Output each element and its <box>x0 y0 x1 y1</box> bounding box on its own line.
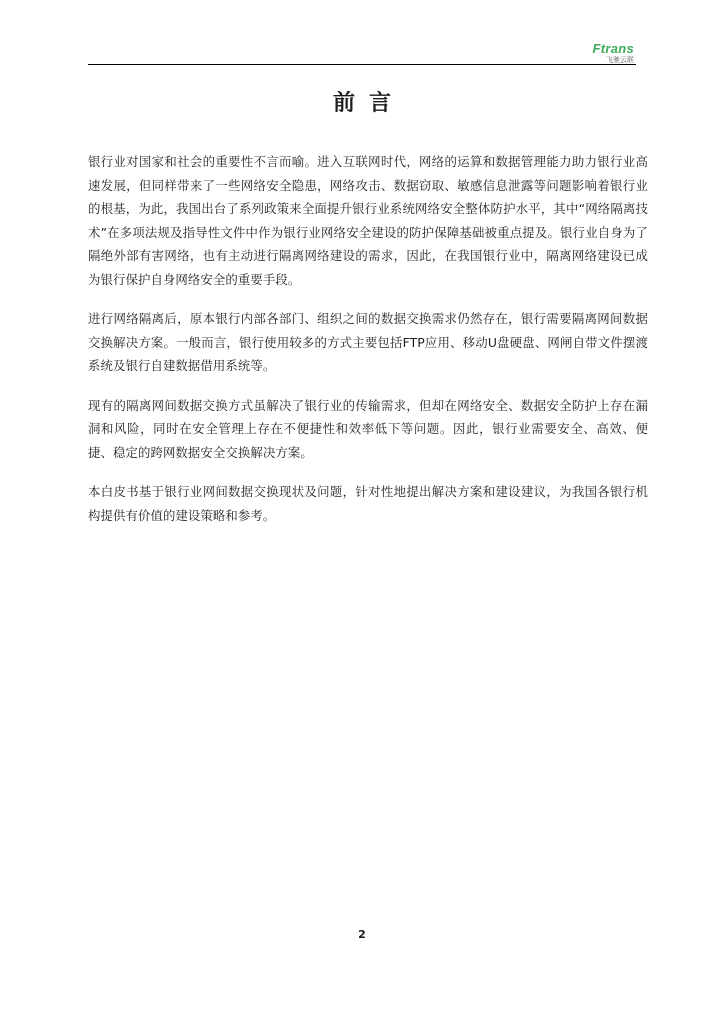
paragraph-2: 进行网络隔离后，原本银行内部各部门、组织之间的数据交换需求仍然存在，银行需要隔离网间数据交换解决方案。一般而言，银行使用较多的方式主要包括FTP应用、移动U盘硬盘、网闸自带文件摆渡系统及银行自建数据借用系统等。 <box>88 311 648 373</box>
page-title: 前言 <box>332 91 405 116</box>
paragraph-3: 现有的隔离网间数据交换方式虽解决了银行业的传输需求，但却在网络安全、数据安全防护上存在漏洞和风险，同时在安全管理上存在不便捷性和效率低下等问题。因此，银行业需要安全、高效、便捷、稳定的跨网数据安全交换解决方案。 <box>88 397 648 460</box>
paragraph-1: 银行业对国家和社会的重要性不言而喻。进入互联网时代，网络的运算和数据管理能力助力银行业高速发展，但同样带来了一些网络安全隐患，网络攻击、数据窃取、敏感信息泄露等问题影响着银行业的根基，为此，我国出台了系列政策来全面提升银行业系统网络安全整体防护水平，其中“网络隔离技术”在多项法规及指导性文件中作为银行业网络安全建设的防护保障基础被重点提及。银行业自身为了隔绝外部有害网络，也有主动进行隔离网络建设的需求，因此，在我国银行业中，隔离网络建设已成为银行保护自身网络安全的重要手段。 <box>88 154 648 287</box>
document-body <box>88 150 648 543</box>
logo-subtext: 飞驰云联 <box>606 56 634 64</box>
page-number: 2 <box>358 928 366 941</box>
paragraph-4: 本白皮书基于银行业网间数据交换现状及问题，针对性地提出解决方案和建设建议，为我国各银行机构提供有价值的建设策略和参考。 <box>88 484 648 523</box>
company-logo <box>592 42 634 64</box>
logo-text: Ftrans <box>592 41 634 56</box>
page-header <box>88 40 636 65</box>
